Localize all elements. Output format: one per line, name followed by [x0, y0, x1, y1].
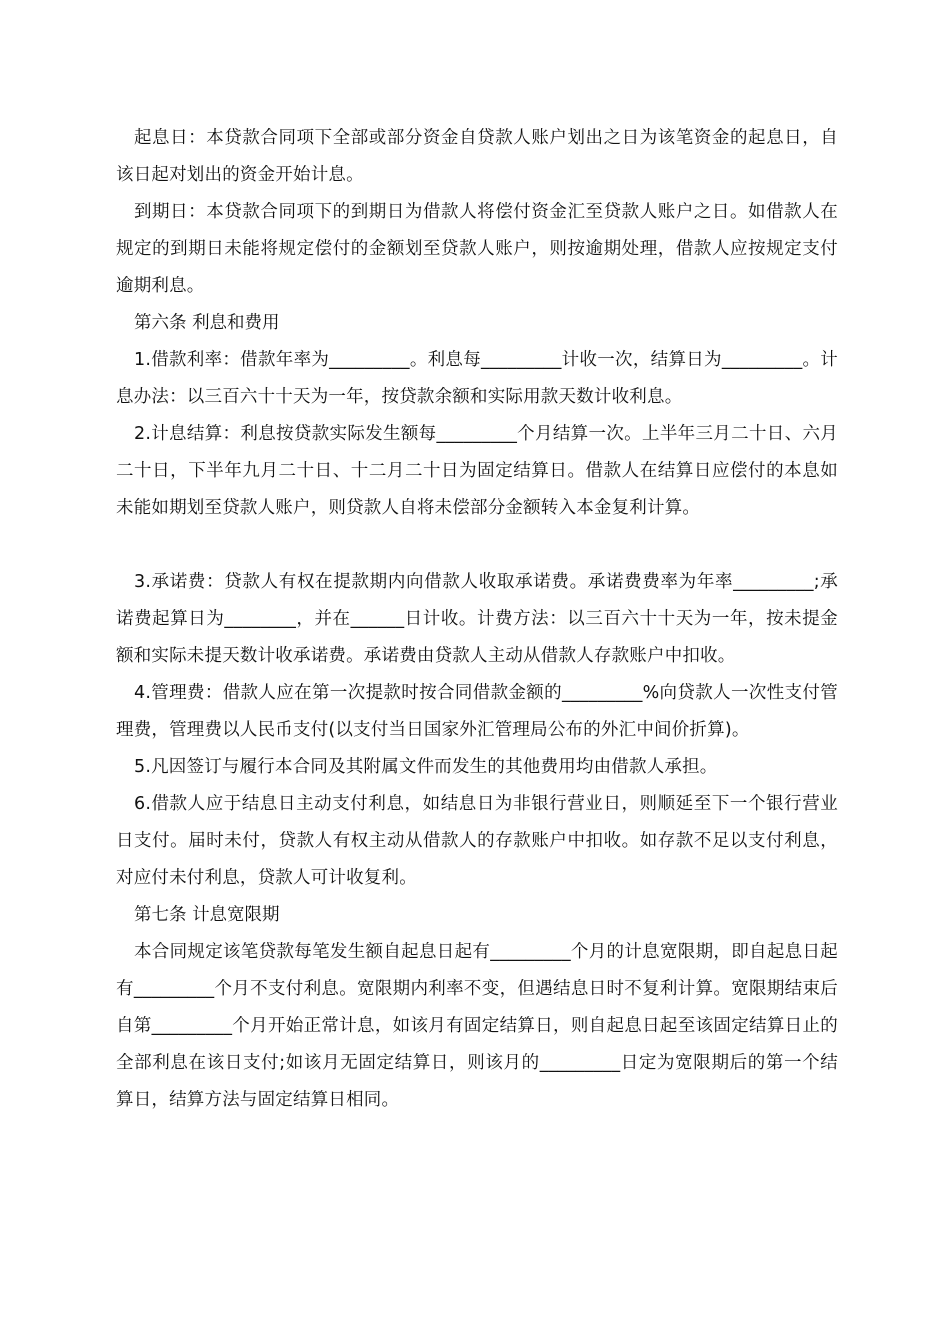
paragraph-interest-payment: 6.借款人应于结息日主动支付利息，如结息日为非银行营业日，则顺延至下一个银行营业日支付。届时未付，贷款人有权主动从借款人的存款账户中扣收。如存款不足以支付利息，对应付未付利息，贷款人可计收复利。 — [116, 794, 838, 888]
paragraph-other-fees: 5.凡因签订与履行本合同及其附属文件而发生的其他费用均由借款人承担。 — [134, 757, 718, 777]
paragraph-management-fee: 4.管理费：借款人应在第一次提款时按合同借款金额的_________%向贷款人一次性支付管理费，管理费以人民币支付(以支付当日国家外汇管理局公布的外汇中间价折算)。 — [116, 683, 838, 740]
paragraph-interest-settlement: 2.计息结算：利息按贷款实际发生额每_________个月结算一次。上半年三月二十日、六月二十日，下半年九月二十日、十二月二十日为固定结算日。借款人在结算日应偿付的本息如未能如期划至贷款人账户，则贷款人自将未偿部分金额转入本金复利计算。 — [116, 424, 838, 518]
article-seven-heading: 第七条 计息宽限期 — [134, 905, 280, 925]
document-page — [116, 120, 838, 1119]
paragraph-maturity-date: 到期日：本贷款合同项下的到期日为借款人将偿付资金汇至贷款人账户之日。如借款人在规定的到期日未能将规定偿付的金额划至贷款人账户，则按逾期处理，借款人应按规定支付逾期利息。 — [116, 202, 838, 296]
paragraph-grace-period: 本合同规定该笔贷款每笔发生额自起息日起有_________个月的计息宽限期，即自起息日起有_________个月不支付利息。宽限期内利率不变，但遇结息日时不复利计算。宽限期结束后自第_________个月开始正常计息，如该月有固定结算日，则自起息日起至该固定结算日止的全部利息在该日支付;如该月无固定结算日，则该月的_________日定为宽限期后的第一个结算日，结算方法与固定结算日相同。 — [116, 942, 838, 1110]
blank-line — [116, 527, 838, 564]
paragraph-value-date: 起息日：本贷款合同项下全部或部分资金自贷款人账户划出之日为该笔资金的起息日，自该日起对划出的资金开始计息。 — [116, 128, 838, 185]
paragraph-commitment-fee: 3.承诺费：贷款人有权在提款期内向借款人收取承诺费。承诺费费率为年率_________;承诺费起算日为________，并在______日计收。计费方法：以三百六十十天为一年，按未提金额和实际未提天数计收承诺费。承诺费由贷款人主动从借款人存款账户中扣收。 — [116, 572, 838, 666]
paragraph-loan-rate: 1.借款利率：借款年率为_________。利息每_________计收一次，结算日为_________。计息办法：以三百六十十天为一年，按贷款余额和实际用款天数计收利息。 — [116, 350, 838, 407]
article-six-heading: 第六条 利息和费用 — [134, 313, 280, 333]
